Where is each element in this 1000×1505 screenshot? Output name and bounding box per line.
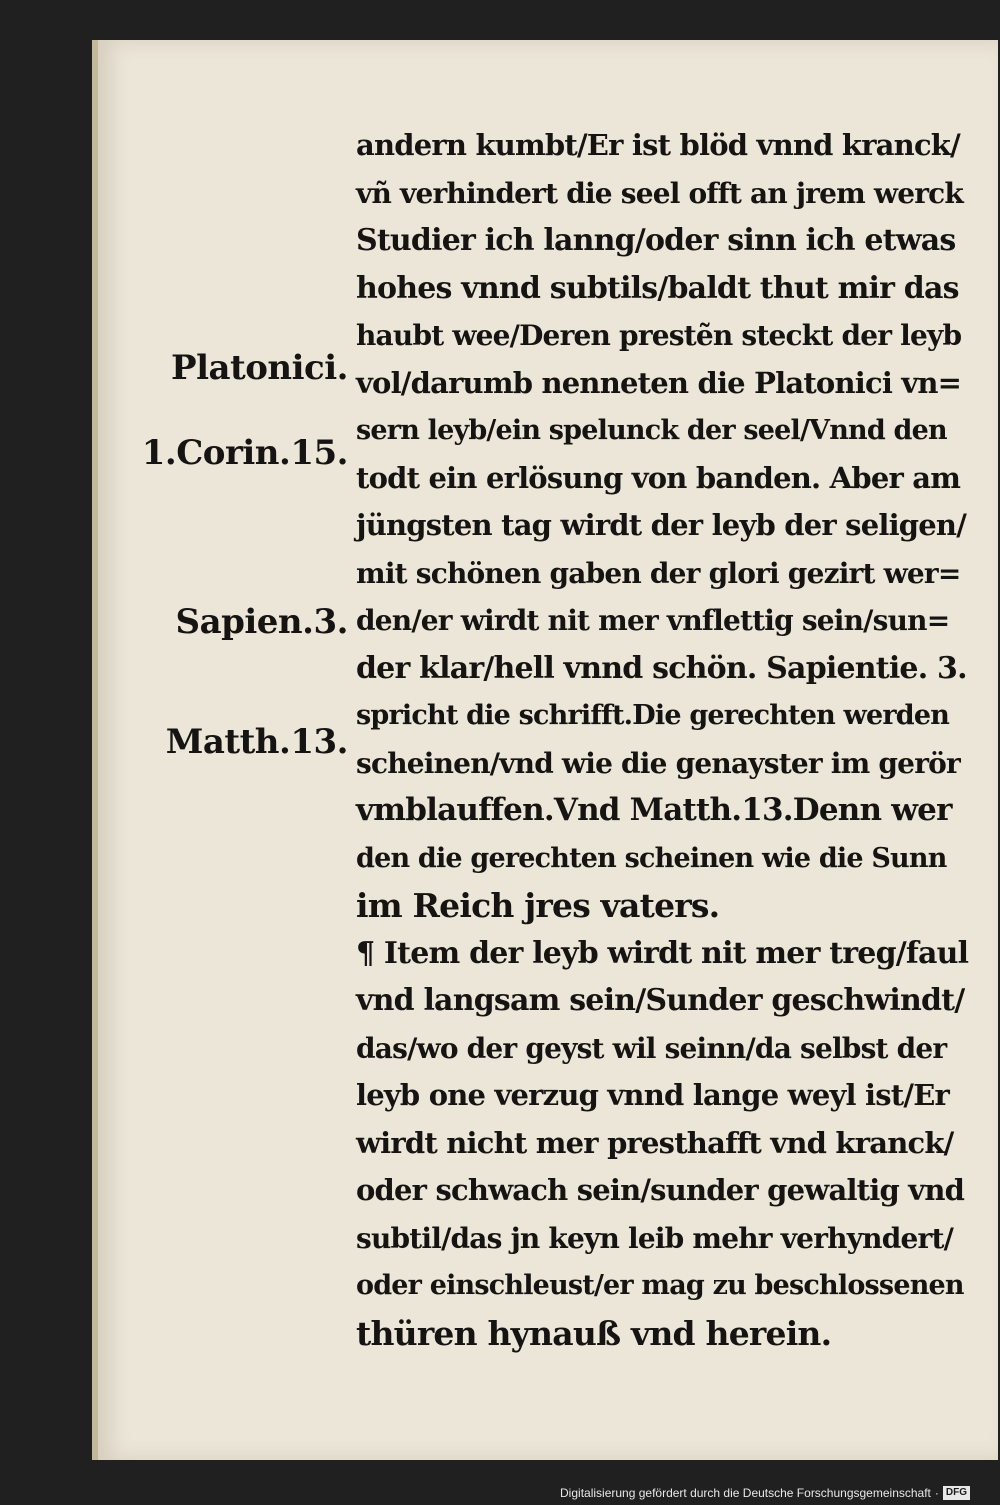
text-line: der klar/hell vnnd schön. Sapientie. 3. [356, 650, 967, 686]
funding-credit-text: Digitalisierung gefördert durch die Deutsche Forschungsgemeinschaft [560, 1486, 931, 1500]
text-line: andern kumbt/Er ist blöd vnnd kranck/ [356, 128, 960, 162]
text-line: jüngsten tag wirdt der leyb der seligen/ [356, 508, 966, 542]
text-line: oder schwach sein/sunder gewaltig vnd [356, 1173, 965, 1207]
text-line: leyb one verzug vnnd lange weyl ist/Er [356, 1078, 949, 1112]
text-line: vñ verhindert die seel offt an jrem werck [356, 176, 964, 210]
dfg-logo-icon: DFG [943, 1486, 970, 1500]
text-line: den die gerechten scheinen wie die Sunn [356, 842, 947, 874]
margin-note-platonici: Platonici. [171, 348, 348, 388]
text-line: wirdt nicht mer presthafft vnd kranck/ [356, 1125, 954, 1160]
text-line: im Reich jres vaters. [356, 886, 720, 925]
text-line: subtil/das jn keyn leib mehr verhyndert/ [356, 1221, 954, 1255]
text-line: scheinen/vnd wie die genayster im gerör [356, 746, 960, 780]
text-line: thüren hynauß vnd herein. [356, 1313, 832, 1353]
footer-separator: · [934, 1486, 939, 1500]
margin-note-corinthians: 1.Corin.15. [141, 433, 348, 473]
text-line: sern leyb/ein spelunck der seel/Vnnd den [356, 415, 947, 446]
margin-note-sapientia: Sapien.3. [175, 602, 348, 642]
text-line: oder einschleust/er mag zu beschlossenen [356, 1270, 964, 1301]
text-line: spricht die schrifft.Die gerechten werden [356, 700, 950, 731]
text-line: vnd langsam sein/Sunder geschwindt/ [356, 983, 965, 1018]
text-line: ¶ Item der leyb wirdt nit mer treg/faul [356, 935, 969, 971]
text-line: vmblauffen.Vnd Matth.13.Denn wer [356, 792, 952, 828]
text-line: vol/darumb nenneten die Platonici vn= [356, 365, 962, 400]
text-line: Studier ich lanng/oder sinn ich etwas [356, 223, 956, 258]
text-line: haubt wee/Deren prestẽn steckt der leyb [356, 319, 962, 352]
text-line: mit schönen gaben der glori gezirt wer= [356, 556, 961, 590]
text-line: todt ein erlösung von banden. Aber am [356, 460, 961, 495]
margin-note-matthew: Matth.13. [165, 722, 348, 762]
page-gutter-shadow [92, 40, 98, 1460]
footer-credit [560, 1484, 970, 1502]
text-line: den/er wirdt nit mer vnflettig sein/sun= [356, 604, 950, 637]
text-line: hohes vnnd subtils/baldt thut mir das [356, 270, 959, 306]
main-text-block [356, 122, 968, 1357]
text-line: das/wo der geyst wil seinn/da selbst der [356, 1031, 947, 1065]
